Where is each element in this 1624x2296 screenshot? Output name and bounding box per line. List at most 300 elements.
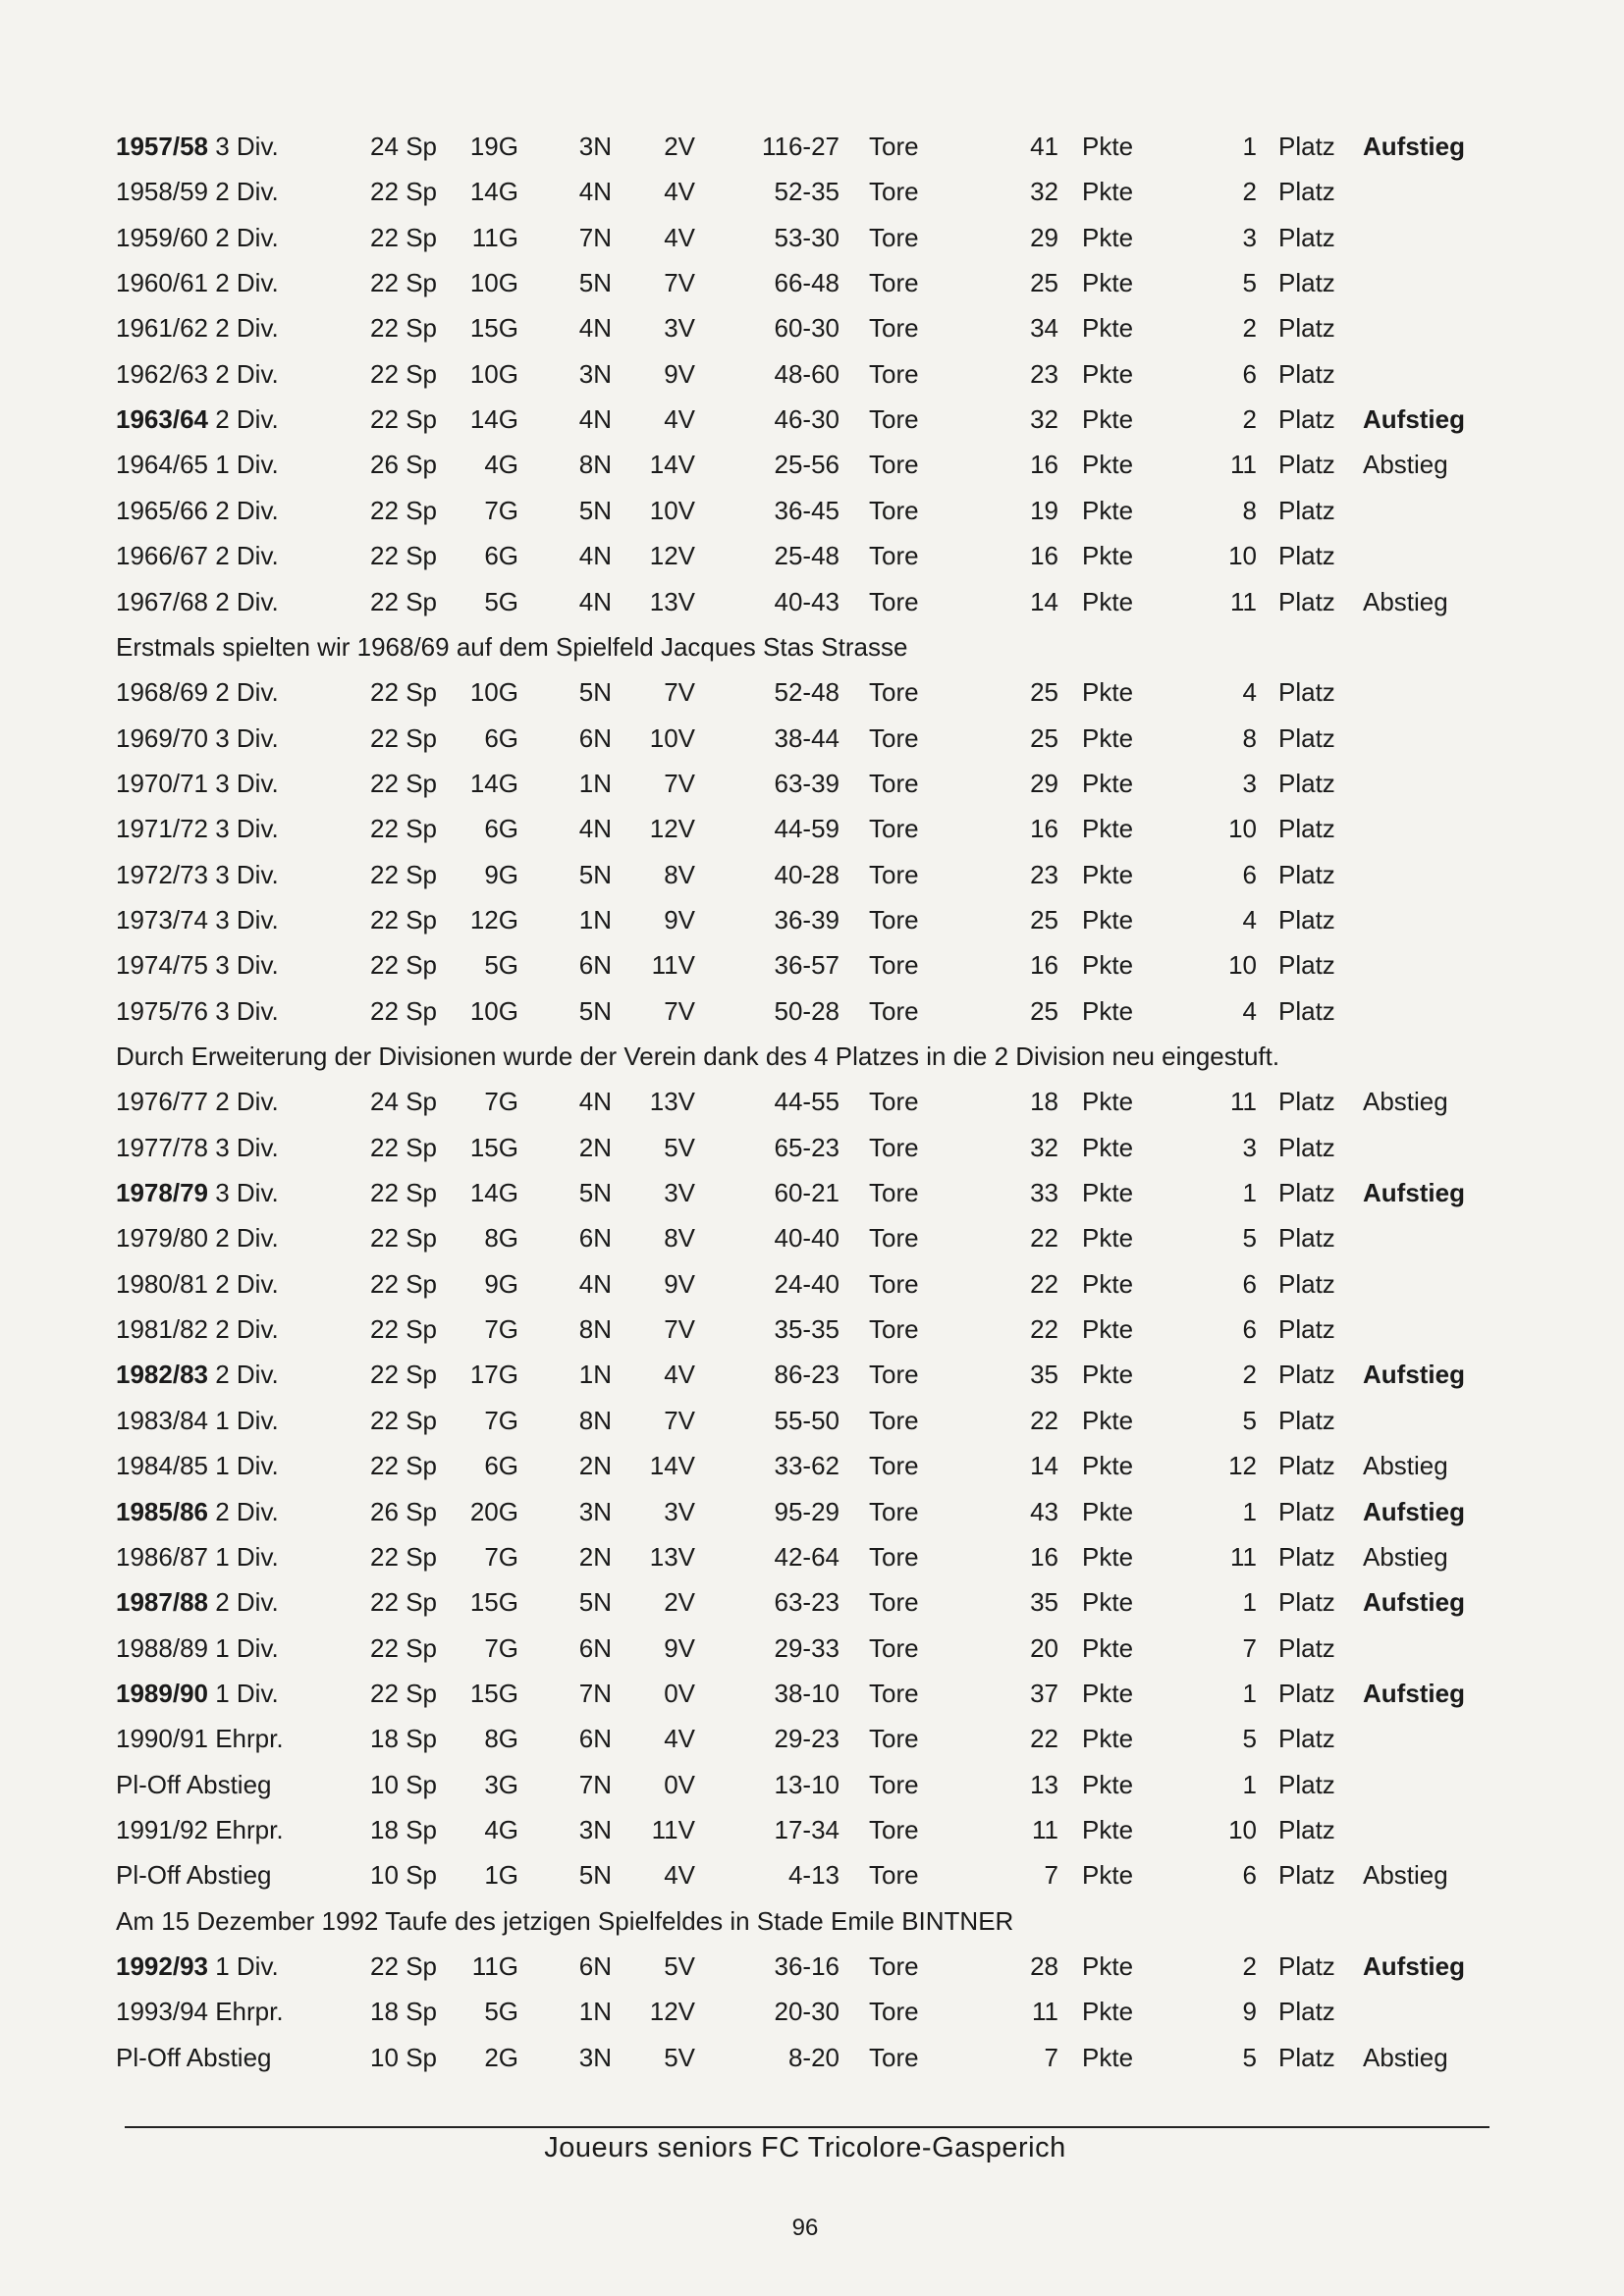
status-note: Aufstieg [1363, 1951, 1465, 1981]
g-cell: 15G [469, 1587, 518, 1618]
pts-cell: 28 [1030, 1951, 1058, 1981]
pts-cell: 25 [1030, 268, 1058, 298]
rank-cell: 11 [1230, 1541, 1257, 1572]
score-cell: 60-30 [774, 313, 839, 344]
n-cell: 4N [578, 1268, 612, 1299]
v-cell: 11V [651, 950, 695, 981]
division-label: 1 Div. [215, 1678, 279, 1708]
division-label: Ehrpr. [215, 1814, 284, 1844]
rank-cell: 8 [1242, 495, 1257, 525]
pts-cell: 29 [1030, 222, 1058, 252]
season-year: 1975/76 [116, 995, 208, 1026]
tore-cell: Tore [869, 995, 919, 1026]
rank-cell: 11 [1230, 1087, 1257, 1117]
score-cell: 40-28 [774, 859, 839, 889]
pkte-cell: Pkte [1082, 1860, 1134, 1891]
v-cell: 4V [664, 177, 695, 207]
season-year: 1976/77 [116, 1087, 208, 1117]
g-cell: 7G [484, 1087, 518, 1117]
rank-cell: 10 [1228, 814, 1257, 844]
division-label: 2 Div. [215, 1360, 279, 1390]
sp-cell: 22 Sp [370, 177, 437, 207]
season-cell [116, 806, 279, 851]
tore-cell: Tore [869, 1132, 919, 1162]
score-cell: 55-50 [774, 1405, 839, 1435]
score-cell: 36-16 [774, 1951, 839, 1981]
season-year: 1986/87 [116, 1541, 208, 1572]
season-cell [116, 1807, 284, 1852]
g-cell: 6G [484, 814, 518, 844]
table-row [0, 806, 1624, 851]
division-label: 1 Div. [215, 1632, 279, 1663]
g-cell: 10G [469, 677, 518, 708]
season-cell [116, 260, 279, 305]
g-cell: 14G [469, 177, 518, 207]
n-cell: 7N [578, 1678, 612, 1708]
platz-cell: Platz [1278, 1132, 1335, 1162]
v-cell: 3V [664, 1496, 695, 1526]
n-cell: 4N [578, 177, 612, 207]
tore-cell: Tore [869, 1451, 919, 1481]
g-cell: 17G [469, 1360, 518, 1390]
sp-cell: 10 Sp [370, 1769, 437, 1799]
season-year: Pl-Off Abstieg [116, 1769, 272, 1799]
sp-cell: 22 Sp [370, 1268, 437, 1299]
platz-cell: Platz [1278, 1724, 1335, 1754]
tore-cell: Tore [869, 1860, 919, 1891]
platz-cell: Platz [1278, 1360, 1335, 1390]
pts-cell: 16 [1030, 950, 1058, 981]
tore-cell: Tore [869, 950, 919, 981]
division-label: 2 Div. [215, 495, 279, 525]
n-cell: 3N [578, 1814, 612, 1844]
score-cell: 29-33 [774, 1632, 839, 1663]
rank-cell: 4 [1242, 995, 1257, 1026]
sp-cell: 22 Sp [370, 722, 437, 753]
platz-cell: Platz [1278, 1541, 1335, 1572]
pts-cell: 25 [1030, 677, 1058, 708]
score-cell: 86-23 [774, 1360, 839, 1390]
table-row [0, 579, 1624, 624]
season-cell [116, 1852, 272, 1897]
rank-cell: 10 [1228, 1814, 1257, 1844]
tore-cell: Tore [869, 1178, 919, 1208]
score-cell: 25-48 [774, 541, 839, 571]
g-cell: 9G [484, 1268, 518, 1299]
platz-cell: Platz [1278, 586, 1335, 616]
status-note: Abstieg [1363, 1860, 1448, 1891]
season-cell [116, 1671, 279, 1716]
division-label: 3 Div. [215, 1132, 279, 1162]
score-cell: 36-45 [774, 495, 839, 525]
season-cell [116, 988, 279, 1034]
score-cell: 36-39 [774, 904, 839, 934]
tore-cell: Tore [869, 1951, 919, 1981]
rank-cell: 6 [1242, 1314, 1257, 1345]
n-cell: 3N [578, 2042, 612, 2072]
platz-cell: Platz [1278, 859, 1335, 889]
rank-cell: 5 [1242, 1405, 1257, 1435]
table-row [0, 1170, 1624, 1215]
platz-cell: Platz [1278, 1087, 1335, 1117]
sp-cell: 22 Sp [370, 1587, 437, 1618]
sp-cell: 22 Sp [370, 1632, 437, 1663]
rank-cell: 6 [1242, 859, 1257, 889]
v-cell: 8V [664, 859, 695, 889]
v-cell: 3V [664, 1178, 695, 1208]
sp-cell: 10 Sp [370, 1860, 437, 1891]
tore-cell: Tore [869, 495, 919, 525]
tore-cell: Tore [869, 1632, 919, 1663]
rank-cell: 4 [1242, 677, 1257, 708]
platz-cell: Platz [1278, 722, 1335, 753]
table-row [0, 1307, 1624, 1352]
g-cell: 14G [469, 404, 518, 435]
platz-cell: Platz [1278, 2042, 1335, 2072]
tore-cell: Tore [869, 1314, 919, 1345]
season-cell [116, 1079, 279, 1124]
rank-cell: 6 [1242, 1860, 1257, 1891]
n-cell: 7N [578, 222, 612, 252]
n-cell: 6N [578, 1223, 612, 1254]
v-cell: 0V [664, 1678, 695, 1708]
division-label: 3 Div. [215, 814, 279, 844]
season-cell [116, 305, 279, 350]
season-cell [116, 1489, 279, 1534]
tore-cell: Tore [869, 1496, 919, 1526]
rank-cell: 10 [1228, 950, 1257, 981]
tore-cell: Tore [869, 814, 919, 844]
g-cell: 5G [484, 950, 518, 981]
pkte-cell: Pkte [1082, 1997, 1134, 2027]
tore-cell: Tore [869, 268, 919, 298]
season-cell [116, 942, 279, 988]
pkte-cell: Pkte [1082, 1451, 1134, 1481]
tore-cell: Tore [869, 768, 919, 798]
pkte-cell: Pkte [1082, 814, 1134, 844]
v-cell: 7V [664, 268, 695, 298]
pts-cell: 7 [1044, 1860, 1058, 1891]
v-cell: 14V [649, 1451, 695, 1481]
pts-cell: 22 [1030, 1724, 1058, 1754]
platz-cell: Platz [1278, 904, 1335, 934]
pkte-cell: Pkte [1082, 268, 1134, 298]
season-cell [116, 351, 279, 397]
tore-cell: Tore [869, 222, 919, 252]
pts-cell: 11 [1032, 1814, 1058, 1844]
v-cell: 7V [664, 768, 695, 798]
season-cell [116, 897, 279, 942]
division-label: Ehrpr. [215, 1724, 284, 1754]
pkte-cell: Pkte [1082, 450, 1134, 480]
g-cell: 20G [469, 1496, 518, 1526]
season-year: 1979/80 [116, 1223, 208, 1254]
table-row [0, 1489, 1624, 1534]
pts-cell: 34 [1030, 313, 1058, 344]
season-year: 1988/89 [116, 1632, 208, 1663]
status-note: Abstieg [1363, 1087, 1448, 1117]
score-cell: 13-10 [774, 1769, 839, 1799]
score-cell: 44-59 [774, 814, 839, 844]
platz-cell: Platz [1278, 1405, 1335, 1435]
pkte-cell: Pkte [1082, 1223, 1134, 1254]
season-year: 1981/82 [116, 1314, 208, 1345]
g-cell: 8G [484, 1223, 518, 1254]
g-cell: 15G [469, 1678, 518, 1708]
n-cell: 5N [578, 1860, 612, 1891]
season-cell [116, 716, 279, 761]
sp-cell: 22 Sp [370, 768, 437, 798]
g-cell: 6G [484, 541, 518, 571]
rank-cell: 1 [1242, 1178, 1257, 1208]
sp-cell: 22 Sp [370, 995, 437, 1026]
score-cell: 29-23 [774, 1724, 839, 1754]
table-row [0, 169, 1624, 214]
v-cell: 5V [664, 1132, 695, 1162]
n-cell: 4N [578, 541, 612, 571]
g-cell: 3G [484, 1769, 518, 1799]
v-cell: 0V [664, 1769, 695, 1799]
n-cell: 3N [578, 358, 612, 389]
pkte-cell: Pkte [1082, 495, 1134, 525]
rank-cell: 3 [1242, 1132, 1257, 1162]
score-cell: 66-48 [774, 268, 839, 298]
pkte-cell: Pkte [1082, 1769, 1134, 1799]
platz-cell: Platz [1278, 177, 1335, 207]
v-cell: 2V [664, 132, 695, 161]
pkte-cell: Pkte [1082, 995, 1134, 1026]
sp-cell: 26 Sp [370, 1496, 437, 1526]
score-cell: 63-23 [774, 1587, 839, 1618]
table-row [0, 669, 1624, 715]
v-cell: 12V [649, 1997, 695, 2027]
platz-cell: Platz [1278, 677, 1335, 708]
table-row [0, 2035, 1624, 2080]
status-note: Abstieg [1363, 1541, 1448, 1572]
pkte-cell: Pkte [1082, 1314, 1134, 1345]
rank-cell: 2 [1242, 177, 1257, 207]
season-cell [116, 669, 279, 715]
score-cell: 48-60 [774, 358, 839, 389]
g-cell: 6G [484, 722, 518, 753]
rank-cell: 5 [1242, 2042, 1257, 2072]
sp-cell: 22 Sp [370, 677, 437, 708]
tore-cell: Tore [869, 404, 919, 435]
pkte-cell: Pkte [1082, 1405, 1134, 1435]
season-cell [116, 761, 279, 806]
score-cell: 52-48 [774, 677, 839, 708]
season-year: 1957/58 [116, 132, 208, 161]
table-row [0, 397, 1624, 442]
table-row [0, 988, 1624, 1034]
pkte-cell: Pkte [1082, 177, 1134, 207]
pkte-cell: Pkte [1082, 358, 1134, 389]
status-note: Aufstieg [1363, 1360, 1465, 1390]
pts-cell: 14 [1030, 586, 1058, 616]
v-cell: 10V [649, 495, 695, 525]
season-cell [116, 1626, 279, 1671]
season-year: 1991/92 [116, 1814, 208, 1844]
g-cell: 7G [484, 495, 518, 525]
g-cell: 4G [484, 1814, 518, 1844]
n-cell: 6N [578, 722, 612, 753]
season-year: 1977/78 [116, 1132, 208, 1162]
season-year: 1961/62 [116, 313, 208, 344]
tore-cell: Tore [869, 1087, 919, 1117]
v-cell: 9V [664, 358, 695, 389]
n-cell: 6N [578, 950, 612, 981]
n-cell: 2N [578, 1451, 612, 1481]
platz-cell: Platz [1278, 1178, 1335, 1208]
tore-cell: Tore [869, 904, 919, 934]
pkte-cell: Pkte [1082, 222, 1134, 252]
rank-cell: 1 [1242, 1587, 1257, 1618]
division-label: 2 Div. [215, 541, 279, 571]
g-cell: 12G [469, 904, 518, 934]
pkte-cell: Pkte [1082, 1496, 1134, 1526]
season-year: 1965/66 [116, 495, 208, 525]
v-cell: 3V [664, 313, 695, 344]
tore-cell: Tore [869, 132, 919, 161]
status-note: Aufstieg [1363, 1496, 1465, 1526]
n-cell: 1N [578, 1997, 612, 2027]
tore-cell: Tore [869, 450, 919, 480]
pkte-cell: Pkte [1082, 541, 1134, 571]
pts-cell: 22 [1030, 1223, 1058, 1254]
division-label: 1 Div. [215, 450, 279, 480]
tore-cell: Tore [869, 586, 919, 616]
season-cell [116, 1579, 279, 1625]
score-cell: 60-21 [774, 1178, 839, 1208]
sp-cell: 22 Sp [370, 313, 437, 344]
season-year: 1958/59 [116, 177, 208, 207]
division-label: 1 Div. [215, 1405, 279, 1435]
tore-cell: Tore [869, 358, 919, 389]
season-year: 1982/83 [116, 1360, 208, 1390]
tore-cell: Tore [869, 677, 919, 708]
n-cell: 4N [578, 404, 612, 435]
season-year: 1960/61 [116, 268, 208, 298]
division-label: 3 Div. [215, 904, 279, 934]
pkte-cell: Pkte [1082, 722, 1134, 753]
v-cell: 13V [649, 586, 695, 616]
platz-cell: Platz [1278, 1997, 1335, 2027]
v-cell: 13V [649, 1087, 695, 1117]
score-cell: 4-13 [787, 1860, 839, 1891]
n-cell: 5N [578, 268, 612, 298]
season-cell [116, 215, 279, 260]
sp-cell: 22 Sp [370, 859, 437, 889]
status-note: Abstieg [1363, 2042, 1448, 2072]
division-label: 2 Div. [215, 1223, 279, 1254]
n-cell: 5N [578, 677, 612, 708]
rank-cell: 12 [1228, 1451, 1257, 1481]
score-cell: 20-30 [774, 1997, 839, 2027]
sp-cell: 22 Sp [370, 1678, 437, 1708]
g-cell: 9G [484, 859, 518, 889]
pkte-cell: Pkte [1082, 404, 1134, 435]
v-cell: 14V [649, 450, 695, 480]
sp-cell: 26 Sp [370, 450, 437, 480]
n-cell: 5N [578, 1587, 612, 1618]
table-row [0, 761, 1624, 806]
division-label: 3 Div. [215, 768, 279, 798]
annotation-line: Durch Erweiterung der Divisionen wurde der Verein dank des 4 Platzes in die 2 Division neu eingestuft. [116, 1041, 1280, 1071]
score-cell: 50-28 [774, 995, 839, 1026]
n-cell: 5N [578, 495, 612, 525]
tore-cell: Tore [869, 1360, 919, 1390]
platz-cell: Platz [1278, 358, 1335, 389]
division-label: 1 Div. [215, 1451, 279, 1481]
season-cell [116, 1352, 279, 1397]
table-row [0, 1716, 1624, 1761]
g-cell: 5G [484, 1997, 518, 2027]
season-cell [116, 442, 279, 487]
pts-cell: 16 [1030, 450, 1058, 480]
table-row [0, 1079, 1624, 1124]
rank-cell: 1 [1242, 1769, 1257, 1799]
sp-cell: 22 Sp [370, 814, 437, 844]
division-label: 2 Div. [215, 404, 279, 435]
v-cell: 8V [664, 1223, 695, 1254]
sp-cell: 22 Sp [370, 222, 437, 252]
tore-cell: Tore [869, 722, 919, 753]
rank-cell: 5 [1242, 1223, 1257, 1254]
season-cell [116, 1989, 284, 2034]
pts-cell: 32 [1030, 404, 1058, 435]
season-year: 1966/67 [116, 541, 208, 571]
table-row [0, 1944, 1624, 1989]
division-label: 2 Div. [215, 1496, 279, 1526]
v-cell: 9V [664, 904, 695, 934]
platz-cell: Platz [1278, 222, 1335, 252]
season-cell [116, 1398, 279, 1443]
g-cell: 2G [484, 2042, 518, 2072]
score-cell: 17-34 [774, 1814, 839, 1844]
tore-cell: Tore [869, 1769, 919, 1799]
pkte-cell: Pkte [1082, 859, 1134, 889]
v-cell: 7V [664, 1405, 695, 1435]
sp-cell: 22 Sp [370, 1223, 437, 1254]
tore-cell: Tore [869, 1997, 919, 2027]
platz-cell: Platz [1278, 1496, 1335, 1526]
pts-cell: 41 [1030, 132, 1058, 161]
pts-cell: 37 [1030, 1678, 1058, 1708]
season-cell [116, 1944, 279, 1989]
pts-cell: 14 [1030, 1451, 1058, 1481]
n-cell: 8N [578, 450, 612, 480]
table-row [0, 533, 1624, 578]
pkte-cell: Pkte [1082, 1268, 1134, 1299]
v-cell: 2V [664, 1587, 695, 1618]
season-year: 1992/93 [116, 1951, 208, 1981]
pts-cell: 22 [1030, 1314, 1058, 1345]
g-cell: 10G [469, 995, 518, 1026]
rank-cell: 6 [1242, 358, 1257, 389]
v-cell: 5V [664, 2042, 695, 2072]
table-row [0, 1125, 1624, 1170]
season-cell [116, 1307, 279, 1352]
season-cell [116, 533, 279, 578]
status-note: Aufstieg [1363, 1587, 1465, 1618]
table-row [0, 351, 1624, 397]
pts-cell: 43 [1030, 1496, 1058, 1526]
pts-cell: 18 [1030, 1087, 1058, 1117]
sp-cell: 22 Sp [370, 1541, 437, 1572]
footer-divider [125, 2126, 1489, 2128]
g-cell: 15G [469, 1132, 518, 1162]
platz-cell: Platz [1278, 404, 1335, 435]
